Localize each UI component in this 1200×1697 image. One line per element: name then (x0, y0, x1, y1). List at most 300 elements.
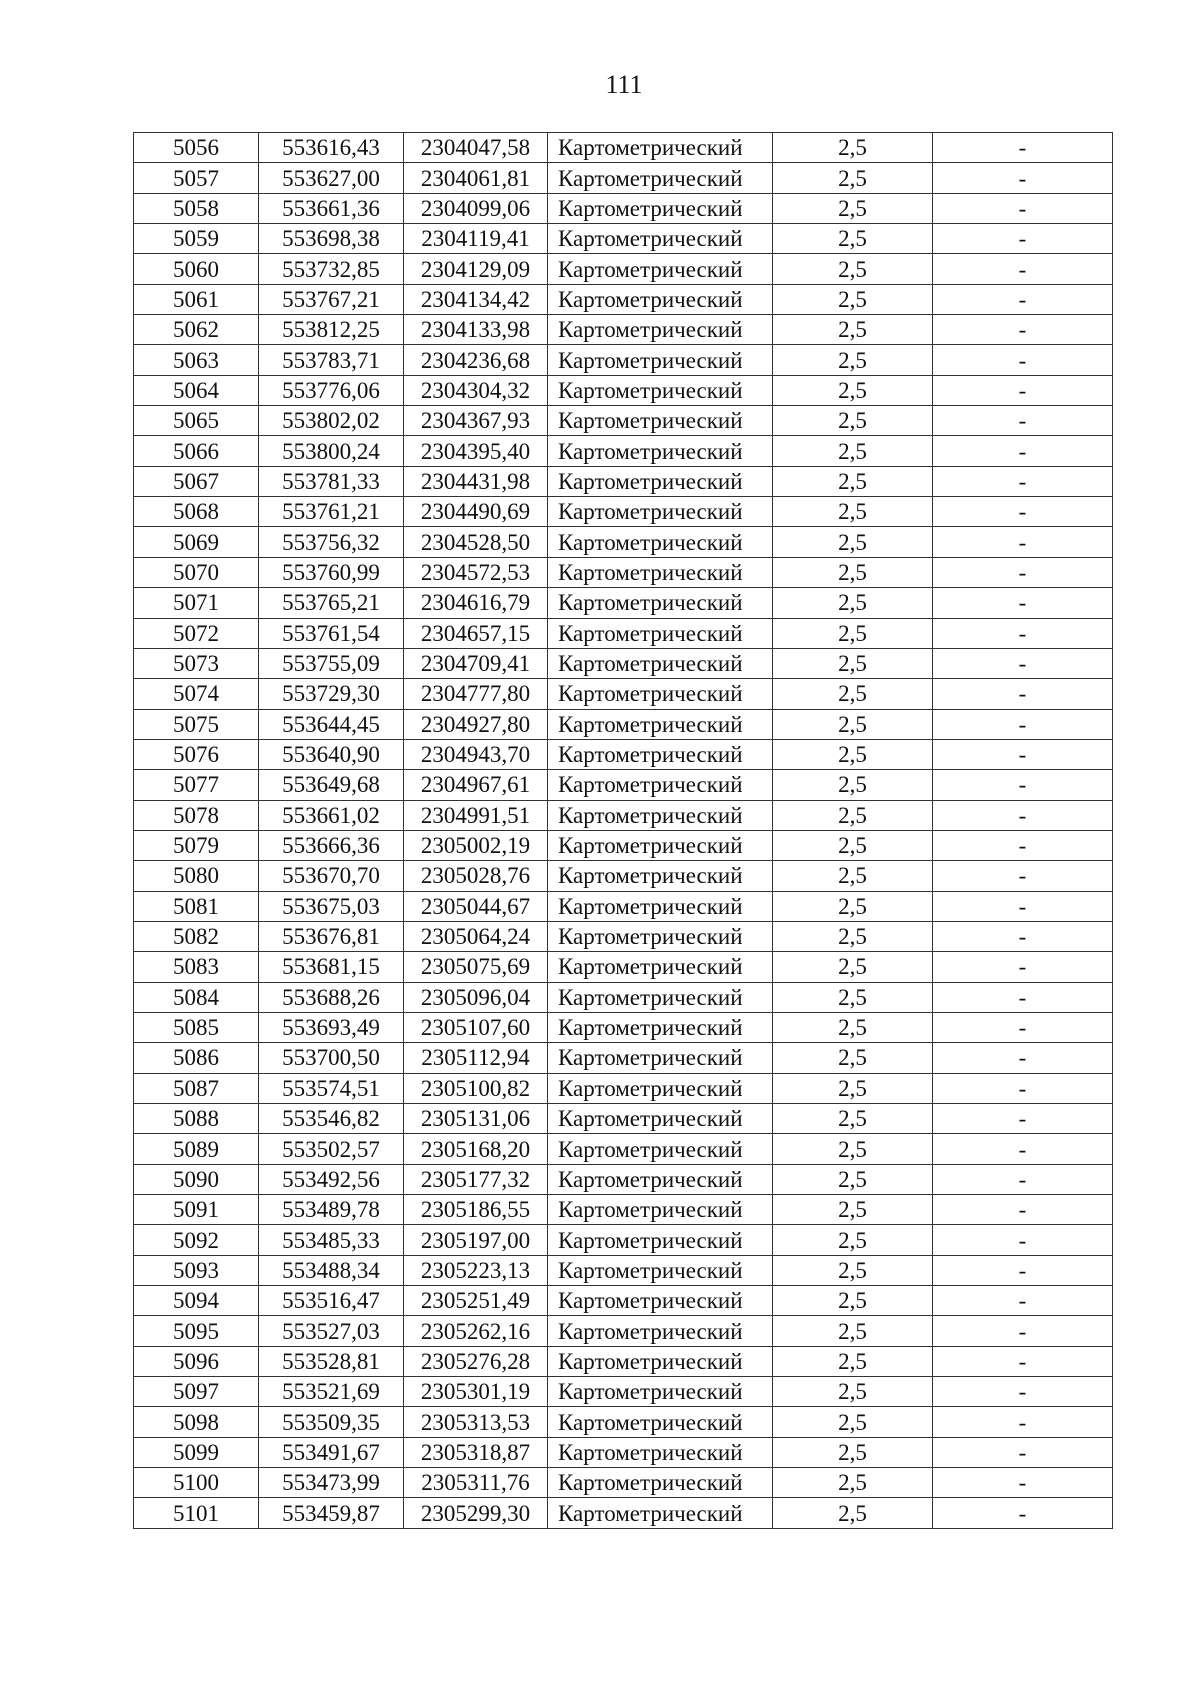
y-coordinate-cell: 2304943,70 (404, 739, 548, 769)
x-coordinate-cell: 553688,26 (259, 982, 404, 1012)
description-cell: - (933, 891, 1113, 921)
method-cell: Картометрический (548, 1225, 773, 1255)
description-cell: - (933, 466, 1113, 496)
point-number-cell: 5076 (134, 739, 259, 769)
x-coordinate-cell: 553756,32 (259, 527, 404, 557)
accuracy-cell: 2,5 (773, 375, 933, 405)
y-coordinate-cell: 2304236,68 (404, 345, 548, 375)
table-row (134, 770, 1113, 800)
y-coordinate-cell: 2305028,76 (404, 861, 548, 891)
point-number-cell: 5099 (134, 1437, 259, 1467)
point-number-cell: 5077 (134, 770, 259, 800)
accuracy-cell: 2,5 (773, 557, 933, 587)
table-row (134, 315, 1113, 345)
x-coordinate-cell: 553800,24 (259, 436, 404, 466)
accuracy-cell: 2,5 (773, 1195, 933, 1225)
description-cell: - (933, 406, 1113, 436)
point-number-cell: 5096 (134, 1346, 259, 1376)
x-coordinate-cell: 553675,03 (259, 891, 404, 921)
point-number-cell: 5074 (134, 679, 259, 709)
accuracy-cell: 2,5 (773, 709, 933, 739)
x-coordinate-cell: 553783,71 (259, 345, 404, 375)
x-coordinate-cell: 553492,56 (259, 1164, 404, 1194)
x-coordinate-cell: 553681,15 (259, 952, 404, 982)
point-number-cell: 5064 (134, 375, 259, 405)
x-coordinate-cell: 553644,45 (259, 709, 404, 739)
point-number-cell: 5069 (134, 527, 259, 557)
x-coordinate-cell: 553459,87 (259, 1498, 404, 1528)
description-cell: - (933, 497, 1113, 527)
table-row (134, 618, 1113, 648)
description-cell: - (933, 709, 1113, 739)
y-coordinate-cell: 2305251,49 (404, 1286, 548, 1316)
x-coordinate-cell: 553491,67 (259, 1437, 404, 1467)
y-coordinate-cell: 2304367,93 (404, 406, 548, 436)
method-cell: Картометрический (548, 466, 773, 496)
x-coordinate-cell: 553661,02 (259, 800, 404, 830)
x-coordinate-cell: 553776,06 (259, 375, 404, 405)
x-coordinate-cell: 553698,38 (259, 224, 404, 254)
point-number-cell: 5089 (134, 1134, 259, 1164)
table-row (134, 921, 1113, 951)
page-number: 111 (605, 70, 643, 99)
method-cell: Картометрический (548, 1195, 773, 1225)
table-row (134, 1012, 1113, 1042)
table-row (134, 163, 1113, 193)
accuracy-cell: 2,5 (773, 345, 933, 375)
description-cell: - (933, 1316, 1113, 1346)
table-row (134, 193, 1113, 223)
description-cell: - (933, 952, 1113, 982)
table-row (134, 1407, 1113, 1437)
accuracy-cell: 2,5 (773, 1012, 933, 1042)
description-cell: - (933, 1377, 1113, 1407)
y-coordinate-cell: 2304777,80 (404, 679, 548, 709)
accuracy-cell: 2,5 (773, 648, 933, 678)
x-coordinate-cell: 553755,09 (259, 648, 404, 678)
description-cell: - (933, 224, 1113, 254)
method-cell: Картометрический (548, 891, 773, 921)
description-cell: - (933, 345, 1113, 375)
description-cell: - (933, 436, 1113, 466)
table-row (134, 345, 1113, 375)
description-cell: - (933, 1073, 1113, 1103)
accuracy-cell: 2,5 (773, 952, 933, 982)
y-coordinate-cell: 2304431,98 (404, 466, 548, 496)
y-coordinate-cell: 2305276,28 (404, 1346, 548, 1376)
point-number-cell: 5078 (134, 800, 259, 830)
accuracy-cell: 2,5 (773, 982, 933, 1012)
point-number-cell: 5092 (134, 1225, 259, 1255)
description-cell: - (933, 618, 1113, 648)
table-row (134, 1255, 1113, 1285)
method-cell: Картометрический (548, 709, 773, 739)
method-cell: Картометрический (548, 1073, 773, 1103)
method-cell: Картометрический (548, 497, 773, 527)
accuracy-cell: 2,5 (773, 1225, 933, 1255)
x-coordinate-cell: 553616,43 (259, 133, 404, 163)
y-coordinate-cell: 2305064,24 (404, 921, 548, 951)
point-number-cell: 5073 (134, 648, 259, 678)
point-number-cell: 5063 (134, 345, 259, 375)
y-coordinate-cell: 2305112,94 (404, 1043, 548, 1073)
accuracy-cell: 2,5 (773, 1346, 933, 1376)
accuracy-cell: 2,5 (773, 679, 933, 709)
method-cell: Картометрический (548, 1316, 773, 1346)
method-cell: Картометрический (548, 315, 773, 345)
method-cell: Картометрический (548, 254, 773, 284)
method-cell: Картометрический (548, 679, 773, 709)
description-cell: - (933, 193, 1113, 223)
x-coordinate-cell: 553473,99 (259, 1468, 404, 1498)
method-cell: Картометрический (548, 1437, 773, 1467)
point-number-cell: 5087 (134, 1073, 259, 1103)
point-number-cell: 5061 (134, 284, 259, 314)
description-cell: - (933, 800, 1113, 830)
description-cell: - (933, 1104, 1113, 1134)
y-coordinate-cell: 2305177,32 (404, 1164, 548, 1194)
accuracy-cell: 2,5 (773, 1498, 933, 1528)
table-row (134, 1073, 1113, 1103)
point-number-cell: 5056 (134, 133, 259, 163)
method-cell: Картометрический (548, 982, 773, 1012)
point-number-cell: 5082 (134, 921, 259, 951)
method-cell: Картометрический (548, 436, 773, 466)
table-row (134, 1316, 1113, 1346)
x-coordinate-cell: 553765,21 (259, 588, 404, 618)
description-cell: - (933, 982, 1113, 1012)
x-coordinate-cell: 553546,82 (259, 1104, 404, 1134)
accuracy-cell: 2,5 (773, 588, 933, 618)
y-coordinate-cell: 2305313,53 (404, 1407, 548, 1437)
method-cell: Картометрический (548, 1498, 773, 1528)
method-cell: Картометрический (548, 830, 773, 860)
y-coordinate-cell: 2305223,13 (404, 1255, 548, 1285)
x-coordinate-cell: 553516,47 (259, 1286, 404, 1316)
point-number-cell: 5071 (134, 588, 259, 618)
x-coordinate-cell: 553661,36 (259, 193, 404, 223)
y-coordinate-cell: 2304061,81 (404, 163, 548, 193)
method-cell: Картометрический (548, 770, 773, 800)
x-coordinate-cell: 553812,25 (259, 315, 404, 345)
y-coordinate-cell: 2304395,40 (404, 436, 548, 466)
y-coordinate-cell: 2304572,53 (404, 557, 548, 587)
y-coordinate-cell: 2304133,98 (404, 315, 548, 345)
point-number-cell: 5058 (134, 193, 259, 223)
method-cell: Картометрический (548, 1164, 773, 1194)
table-row (134, 1468, 1113, 1498)
method-cell: Картометрический (548, 193, 773, 223)
accuracy-cell: 2,5 (773, 284, 933, 314)
method-cell: Картометрический (548, 1134, 773, 1164)
table-row (134, 709, 1113, 739)
table-row (134, 1134, 1113, 1164)
description-cell: - (933, 163, 1113, 193)
description-cell: - (933, 1164, 1113, 1194)
accuracy-cell: 2,5 (773, 163, 933, 193)
method-cell: Картометрический (548, 375, 773, 405)
point-number-cell: 5090 (134, 1164, 259, 1194)
y-coordinate-cell: 2305262,16 (404, 1316, 548, 1346)
x-coordinate-cell: 553729,30 (259, 679, 404, 709)
accuracy-cell: 2,5 (773, 254, 933, 284)
description-cell: - (933, 770, 1113, 800)
point-number-cell: 5065 (134, 406, 259, 436)
table-row (134, 1346, 1113, 1376)
x-coordinate-cell: 553627,00 (259, 163, 404, 193)
method-cell: Картометрический (548, 921, 773, 951)
table-row (134, 375, 1113, 405)
point-number-cell: 5091 (134, 1195, 259, 1225)
accuracy-cell: 2,5 (773, 800, 933, 830)
x-coordinate-cell: 553767,21 (259, 284, 404, 314)
y-coordinate-cell: 2304304,32 (404, 375, 548, 405)
y-coordinate-cell: 2304047,58 (404, 133, 548, 163)
method-cell: Картометрический (548, 284, 773, 314)
table-row (134, 1377, 1113, 1407)
point-number-cell: 5068 (134, 497, 259, 527)
method-cell: Картометрический (548, 1286, 773, 1316)
point-number-cell: 5084 (134, 982, 259, 1012)
method-cell: Картометрический (548, 952, 773, 982)
description-cell: - (933, 679, 1113, 709)
accuracy-cell: 2,5 (773, 1377, 933, 1407)
point-number-cell: 5066 (134, 436, 259, 466)
point-number-cell: 5072 (134, 618, 259, 648)
accuracy-cell: 2,5 (773, 830, 933, 860)
description-cell: - (933, 375, 1113, 405)
point-number-cell: 5088 (134, 1104, 259, 1134)
accuracy-cell: 2,5 (773, 739, 933, 769)
x-coordinate-cell: 553649,68 (259, 770, 404, 800)
point-number-cell: 5075 (134, 709, 259, 739)
table-row (134, 557, 1113, 587)
x-coordinate-cell: 553693,49 (259, 1012, 404, 1042)
x-coordinate-cell: 553528,81 (259, 1346, 404, 1376)
description-cell: - (933, 1498, 1113, 1528)
coordinates-table-body (134, 133, 1113, 1529)
x-coordinate-cell: 553781,33 (259, 466, 404, 496)
table-row (134, 952, 1113, 982)
table-row (134, 527, 1113, 557)
accuracy-cell: 2,5 (773, 1407, 933, 1437)
y-coordinate-cell: 2304616,79 (404, 588, 548, 618)
table-row (134, 497, 1113, 527)
table-row (134, 679, 1113, 709)
table-row (134, 436, 1113, 466)
y-coordinate-cell: 2305075,69 (404, 952, 548, 982)
description-cell: - (933, 739, 1113, 769)
accuracy-cell: 2,5 (773, 618, 933, 648)
description-cell: - (933, 1043, 1113, 1073)
description-cell: - (933, 1407, 1113, 1437)
x-coordinate-cell: 553802,02 (259, 406, 404, 436)
y-coordinate-cell: 2305002,19 (404, 830, 548, 860)
accuracy-cell: 2,5 (773, 1468, 933, 1498)
method-cell: Картометрический (548, 739, 773, 769)
accuracy-cell: 2,5 (773, 466, 933, 496)
x-coordinate-cell: 553761,21 (259, 497, 404, 527)
table-row (134, 254, 1113, 284)
y-coordinate-cell: 2304657,15 (404, 618, 548, 648)
accuracy-cell: 2,5 (773, 1437, 933, 1467)
point-number-cell: 5093 (134, 1255, 259, 1285)
y-coordinate-cell: 2305311,76 (404, 1468, 548, 1498)
accuracy-cell: 2,5 (773, 1043, 933, 1073)
y-coordinate-cell: 2305096,04 (404, 982, 548, 1012)
x-coordinate-cell: 553502,57 (259, 1134, 404, 1164)
accuracy-cell: 2,5 (773, 770, 933, 800)
method-cell: Картометрический (548, 406, 773, 436)
accuracy-cell: 2,5 (773, 1255, 933, 1285)
y-coordinate-cell: 2305107,60 (404, 1012, 548, 1042)
method-cell: Картометрический (548, 1468, 773, 1498)
method-cell: Картометрический (548, 527, 773, 557)
y-coordinate-cell: 2305299,30 (404, 1498, 548, 1528)
table-row (134, 224, 1113, 254)
accuracy-cell: 2,5 (773, 133, 933, 163)
description-cell: - (933, 1134, 1113, 1164)
x-coordinate-cell: 553761,54 (259, 618, 404, 648)
y-coordinate-cell: 2304119,41 (404, 224, 548, 254)
description-cell: - (933, 1225, 1113, 1255)
table-row (134, 739, 1113, 769)
accuracy-cell: 2,5 (773, 1316, 933, 1346)
description-cell: - (933, 1286, 1113, 1316)
method-cell: Картометрический (548, 345, 773, 375)
x-coordinate-cell: 553670,70 (259, 861, 404, 891)
accuracy-cell: 2,5 (773, 406, 933, 436)
description-cell: - (933, 133, 1113, 163)
method-cell: Картометрический (548, 648, 773, 678)
method-cell: Картометрический (548, 557, 773, 587)
description-cell: - (933, 284, 1113, 314)
accuracy-cell: 2,5 (773, 315, 933, 345)
method-cell: Картометрический (548, 163, 773, 193)
y-coordinate-cell: 2304927,80 (404, 709, 548, 739)
description-cell: - (933, 1012, 1113, 1042)
x-coordinate-cell: 553640,90 (259, 739, 404, 769)
method-cell: Картометрический (548, 1043, 773, 1073)
y-coordinate-cell: 2305301,19 (404, 1377, 548, 1407)
table-row (134, 800, 1113, 830)
table-row (134, 406, 1113, 436)
y-coordinate-cell: 2304129,09 (404, 254, 548, 284)
x-coordinate-cell: 553732,85 (259, 254, 404, 284)
point-number-cell: 5059 (134, 224, 259, 254)
point-number-cell: 5095 (134, 1316, 259, 1346)
accuracy-cell: 2,5 (773, 1073, 933, 1103)
accuracy-cell: 2,5 (773, 527, 933, 557)
y-coordinate-cell: 2305168,20 (404, 1134, 548, 1164)
table-row (134, 466, 1113, 496)
y-coordinate-cell: 2304528,50 (404, 527, 548, 557)
y-coordinate-cell: 2305197,00 (404, 1225, 548, 1255)
method-cell: Картометрический (548, 800, 773, 830)
y-coordinate-cell: 2304967,61 (404, 770, 548, 800)
x-coordinate-cell: 553489,78 (259, 1195, 404, 1225)
table-row (134, 830, 1113, 860)
description-cell: - (933, 830, 1113, 860)
method-cell: Картометрический (548, 618, 773, 648)
x-coordinate-cell: 553760,99 (259, 557, 404, 587)
x-coordinate-cell: 553700,50 (259, 1043, 404, 1073)
point-number-cell: 5101 (134, 1498, 259, 1528)
point-number-cell: 5062 (134, 315, 259, 345)
point-number-cell: 5060 (134, 254, 259, 284)
description-cell: - (933, 1468, 1113, 1498)
x-coordinate-cell: 553527,03 (259, 1316, 404, 1346)
y-coordinate-cell: 2304490,69 (404, 497, 548, 527)
table-row (134, 588, 1113, 618)
point-number-cell: 5100 (134, 1468, 259, 1498)
table-row (134, 1437, 1113, 1467)
method-cell: Картометрический (548, 1255, 773, 1285)
accuracy-cell: 2,5 (773, 861, 933, 891)
point-number-cell: 5085 (134, 1012, 259, 1042)
method-cell: Картометрический (548, 1377, 773, 1407)
coordinates-table (133, 132, 1113, 1529)
method-cell: Картометрический (548, 1104, 773, 1134)
table-row (134, 648, 1113, 678)
accuracy-cell: 2,5 (773, 1164, 933, 1194)
table-row (134, 1225, 1113, 1255)
table-row (134, 1104, 1113, 1134)
y-coordinate-cell: 2305186,55 (404, 1195, 548, 1225)
description-cell: - (933, 557, 1113, 587)
y-coordinate-cell: 2305131,06 (404, 1104, 548, 1134)
accuracy-cell: 2,5 (773, 1134, 933, 1164)
y-coordinate-cell: 2304991,51 (404, 800, 548, 830)
point-number-cell: 5098 (134, 1407, 259, 1437)
y-coordinate-cell: 2305100,82 (404, 1073, 548, 1103)
accuracy-cell: 2,5 (773, 1104, 933, 1134)
accuracy-cell: 2,5 (773, 224, 933, 254)
method-cell: Картометрический (548, 588, 773, 618)
description-cell: - (933, 1346, 1113, 1376)
description-cell: - (933, 588, 1113, 618)
method-cell: Картометрический (548, 1346, 773, 1376)
point-number-cell: 5094 (134, 1286, 259, 1316)
table-row (134, 284, 1113, 314)
table-row (134, 133, 1113, 163)
description-cell: - (933, 648, 1113, 678)
table-row (134, 1043, 1113, 1073)
y-coordinate-cell: 2305318,87 (404, 1437, 548, 1467)
table-row (134, 891, 1113, 921)
description-cell: - (933, 1195, 1113, 1225)
description-cell: - (933, 1255, 1113, 1285)
accuracy-cell: 2,5 (773, 497, 933, 527)
y-coordinate-cell: 2304099,06 (404, 193, 548, 223)
table-row (134, 861, 1113, 891)
description-cell: - (933, 1437, 1113, 1467)
point-number-cell: 5086 (134, 1043, 259, 1073)
y-coordinate-cell: 2304134,42 (404, 284, 548, 314)
point-number-cell: 5080 (134, 861, 259, 891)
accuracy-cell: 2,5 (773, 1286, 933, 1316)
table-row (134, 1498, 1113, 1528)
description-cell: - (933, 921, 1113, 951)
table-row (134, 1286, 1113, 1316)
x-coordinate-cell: 553509,35 (259, 1407, 404, 1437)
point-number-cell: 5067 (134, 466, 259, 496)
description-cell: - (933, 861, 1113, 891)
x-coordinate-cell: 553485,33 (259, 1225, 404, 1255)
point-number-cell: 5097 (134, 1377, 259, 1407)
accuracy-cell: 2,5 (773, 891, 933, 921)
method-cell: Картометрический (548, 1012, 773, 1042)
